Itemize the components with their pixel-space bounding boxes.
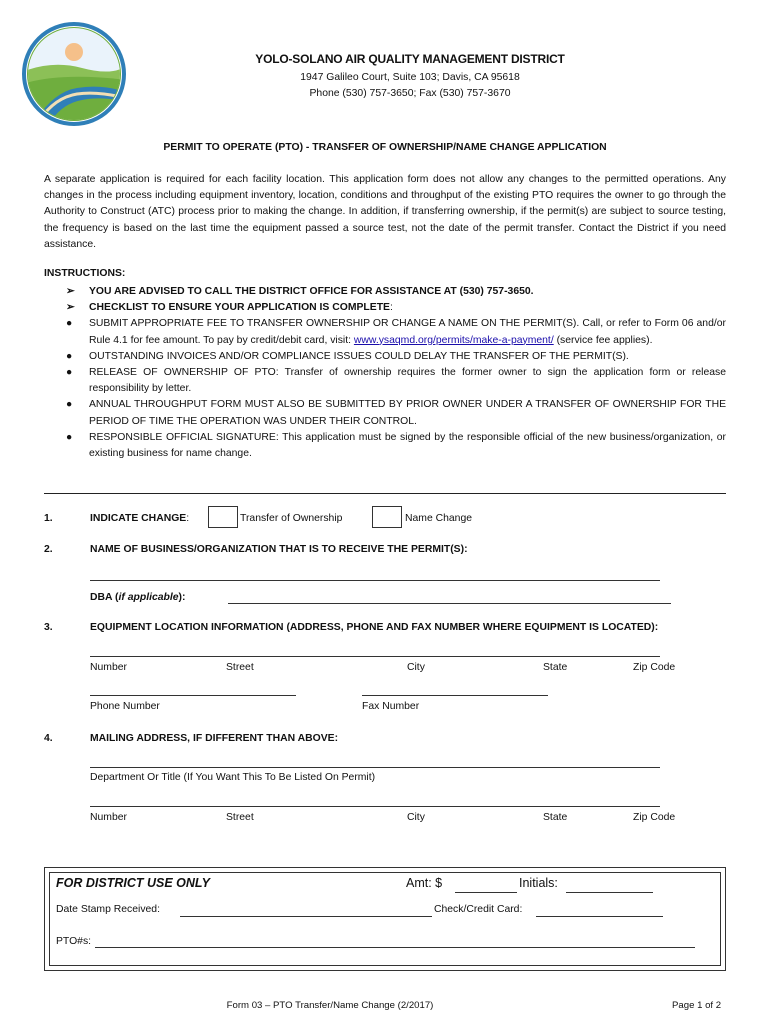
transfer-ownership-label: Transfer of Ownership <box>240 513 343 524</box>
agency-address: 1947 Galileo Court, Suite 103; Davis, CA 95618 <box>300 72 520 83</box>
mailing-city-label: City <box>407 812 425 823</box>
address-zip-label: Zip Code <box>633 662 676 673</box>
section-3-number: 3. <box>44 622 53 633</box>
date-stamp-label: Date Stamp Received: <box>56 904 160 915</box>
footer-form-id: Form 03 – PTO Transfer/Name Change (2/2017) <box>226 1000 434 1011</box>
list-item: ● ANNUAL THROUGHPUT FORM MUST ALSO BE SUBMITTED BY PRIOR OWNER UNDER A TRANSFER OF OWNERSHIP FOR THE PERIOD OF TIME THE OPERATION WAS UNDER THEIR CONTROL. <box>66 399 726 427</box>
bullet-icon: ● <box>66 431 73 443</box>
name-change-checkbox[interactable] <box>372 506 402 528</box>
pto-numbers-label: PTO#s: <box>56 936 92 947</box>
list-item: ➢ CHECKLIST TO ENSURE YOUR APPLICATION IS COMPLETE: <box>60 300 726 316</box>
intro-paragraph: A separate application is required for each facility location. This application form does not allow any changes to the permitted operations. Any changes in the process including equipment inventory, location, conditions and throughput of the existing PTO requires the owner to go through the Authority to Construct (ATC) process prior to making the change. In addition, if transferring ownership, if the permit(s) are subject to source testing, the frequency is based on the last time the equipment passed a source test, not the date of the permit transfer. Contact the District if you need assistance. <box>44 174 726 250</box>
mailing-address-field[interactable] <box>90 806 660 807</box>
phone-number-field[interactable] <box>90 695 296 696</box>
dba-label: DBA (if applicable): <box>90 592 186 603</box>
bullet-icon: ● <box>66 318 73 330</box>
address-street-label: Street <box>226 662 254 673</box>
address-number-label: Number <box>90 662 127 673</box>
section-4-number: 4. <box>44 733 53 744</box>
list-item: ● RESPONSIBLE OFFICIAL SIGNATURE: This application must be signed by the responsible official of the new business/organization, or existing business for name change. <box>66 431 726 460</box>
bullet-icon: ● <box>66 367 73 379</box>
fax-number-label: Fax Number <box>362 701 420 712</box>
mailing-zip-label: Zip Code <box>633 812 676 823</box>
initials-field[interactable] <box>566 892 653 893</box>
amount-label: Amt: $ <box>406 876 443 890</box>
name-change-label: Name Change <box>405 513 473 524</box>
department-field[interactable] <box>90 767 660 768</box>
department-label: Department Or Title (If You Want This To Be Listed On Permit) <box>90 772 376 783</box>
bullet-icon: ● <box>66 350 73 362</box>
business-name-label: NAME OF BUSINESS/ORGANIZATION THAT IS TO RECEIVE THE PERMIT(S): <box>90 544 468 555</box>
list-item: ● RELEASE OF OWNERSHIP OF PTO: Transfer of ownership requires the former owner to sign the application form or release responsibility by letter. <box>66 367 726 395</box>
date-stamp-field[interactable] <box>180 916 432 917</box>
list-item: ● OUTSTANDING INVOICES AND/OR COMPLIANCE ISSUES COULD DELAY THE TRANSFER OF THE PERMIT(S). <box>60 349 726 365</box>
initials-label: Initials: <box>519 876 558 890</box>
fax-number-field[interactable] <box>362 695 548 696</box>
check-credit-field[interactable] <box>536 916 663 917</box>
address-state-label: State <box>543 662 568 673</box>
agency-title: YOLO-SOLANO AIR QUALITY MANAGEMENT DISTRICT <box>255 52 565 66</box>
address-city-label: City <box>407 662 425 673</box>
transfer-ownership-checkbox[interactable] <box>208 506 238 528</box>
equipment-location-label: EQUIPMENT LOCATION INFORMATION (ADDRESS, PHONE AND FAX NUMBER WHERE EQUIPMENT IS LOCATED): <box>90 622 659 633</box>
pto-numbers-field[interactable] <box>95 947 695 948</box>
check-credit-label: Check/Credit Card: <box>434 904 523 915</box>
section-1-number: 1. <box>44 513 53 524</box>
mailing-address-label: MAILING ADDRESS, IF DIFFERENT THAN ABOVE: <box>90 733 339 744</box>
phone-number-label: Phone Number <box>90 701 160 712</box>
dba-field[interactable] <box>228 603 671 604</box>
instructions-label: INSTRUCTIONS: <box>44 268 126 279</box>
form-title: PERMIT TO OPERATE (PTO) - TRANSFER OF OWNERSHIP/NAME CHANGE APPLICATION <box>163 142 607 153</box>
payment-link[interactable]: www.ysaqmd.org/permits/make-a-payment/ <box>353 334 554 346</box>
district-use-title: FOR DISTRICT USE ONLY <box>56 876 210 890</box>
list-item: ➢ YOU ARE ADVISED TO CALL THE DISTRICT OFFICE FOR ASSISTANCE AT (530) 757-3650. <box>60 284 726 300</box>
footer-page-number: Page 1 of 2 <box>672 1000 722 1011</box>
bullet-icon: ● <box>66 399 73 411</box>
district-logo-icon <box>22 22 126 126</box>
mailing-street-label: Street <box>226 812 254 823</box>
section-divider <box>44 493 726 494</box>
equipment-address-field[interactable] <box>90 656 660 657</box>
arrow-bullet-icon: ➢ <box>66 302 75 314</box>
instructions-list <box>60 284 726 462</box>
amount-field[interactable] <box>455 892 517 893</box>
mailing-state-label: State <box>543 812 568 823</box>
agency-phone-fax: Phone (530) 757-3650; Fax (530) 757-3670 <box>309 88 511 99</box>
arrow-bullet-icon: ➢ <box>66 286 75 297</box>
mailing-number-label: Number <box>90 812 127 823</box>
section-2-number: 2. <box>44 544 53 555</box>
list-item: ● SUBMIT APPROPRIATE FEE TO TRANSFER OWNERSHIP OR CHANGE A NAME ON THE PERMIT(S). Call, or refer to Form 06 and/or Rule 4.1 for fee amount. To pay by credit/debit card, visit: www.ysaqmd.org/permits/make-a-payment/ (service fee applies). <box>66 318 726 346</box>
business-name-field[interactable] <box>90 580 660 581</box>
indicate-change-label: INDICATE CHANGE: <box>90 513 190 524</box>
